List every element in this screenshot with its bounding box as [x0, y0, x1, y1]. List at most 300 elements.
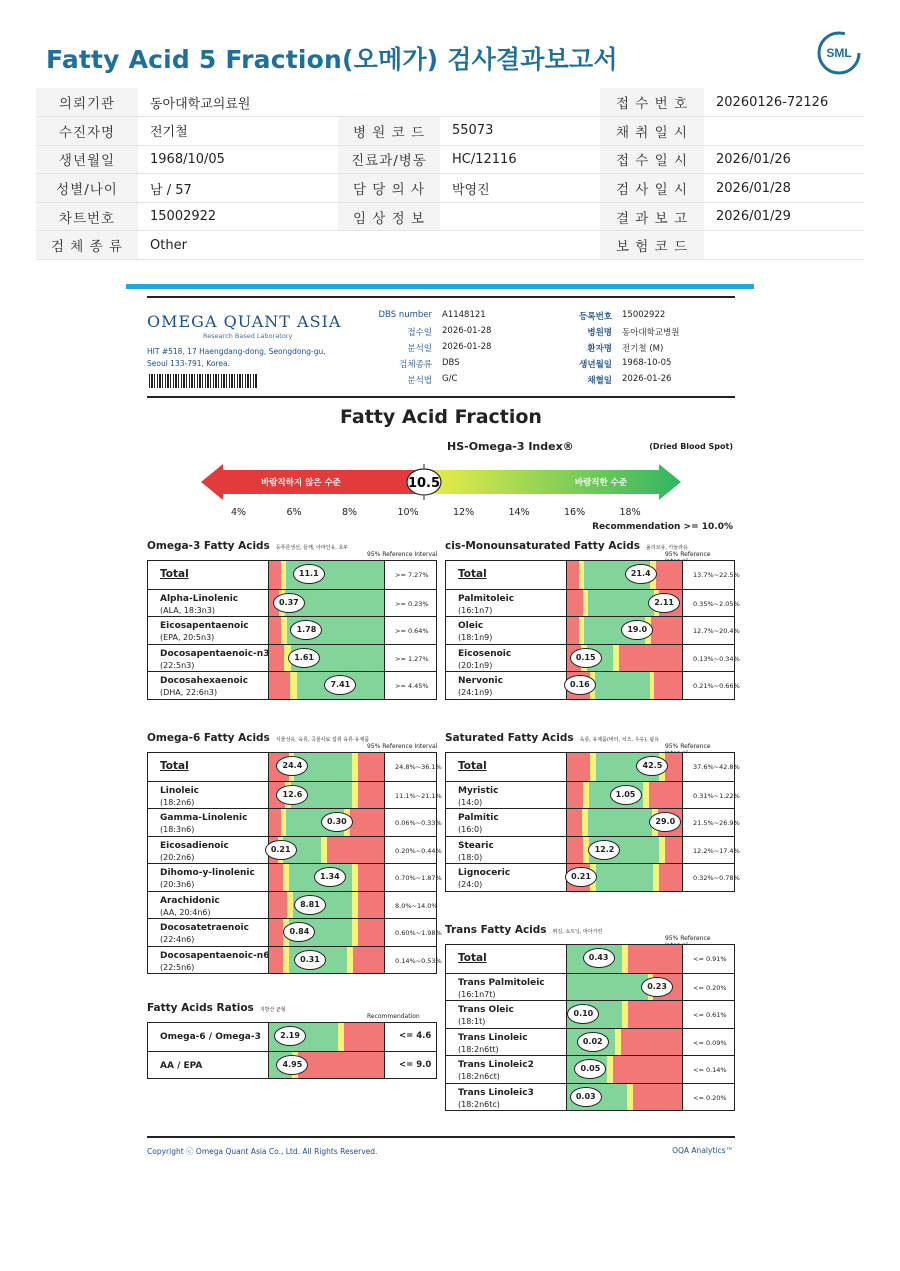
result-row [446, 589, 740, 617]
range-gauge [566, 590, 683, 617]
reference-range: 12.7%~20.4% [693, 627, 740, 635]
lab-subtitle: Research Based Laboratory [203, 332, 293, 340]
tick-label: 6% [286, 507, 302, 518]
analyte-code: (EPA, 20:5n3) [160, 633, 215, 642]
value-marker: 29.0 [649, 812, 681, 832]
gauge-segment-red [298, 1052, 384, 1079]
section-title-text: Trans Fatty Acids [445, 924, 547, 936]
panel-saturated [445, 752, 740, 892]
reference-range: 12.2%~17.4% [693, 846, 740, 855]
info-label: 성별/나이 [36, 174, 138, 203]
reference-range: <= 0.61% [693, 1011, 727, 1019]
gauge-segment-red [344, 1023, 384, 1051]
gauge-segment-red [327, 837, 385, 864]
range-gauge [268, 753, 385, 781]
info-label: 접 수 일 시 [600, 145, 704, 174]
section-title-text: Omega-6 Fatty Acids [147, 732, 270, 744]
value-marker: 0.10 [567, 1004, 599, 1024]
range-gauge [268, 617, 385, 644]
reference-range: <= 0.14% [693, 1066, 727, 1074]
fraction-title: Fatty Acid Fraction [340, 406, 542, 428]
reference-range: <= 4.6 [399, 1031, 432, 1041]
gauge-segment-red [621, 1029, 682, 1056]
value-marker: 0.37 [273, 593, 305, 613]
meta-rule [147, 396, 735, 398]
section-title-omega3 [147, 540, 348, 552]
result-row [148, 561, 436, 589]
value-marker: 0.02 [577, 1032, 609, 1052]
analyte-name: Trans Linoleic2 [458, 1060, 534, 1070]
barcode [149, 374, 257, 388]
index-value: 10.5 [407, 476, 441, 491]
range-gauge [268, 672, 385, 699]
result-row [148, 946, 442, 974]
gauge-segment-red [651, 617, 682, 644]
reference-range: 0.60%~1.98% [395, 929, 442, 937]
value-marker: 0.21 [265, 840, 297, 860]
section-title-omega6 [147, 732, 369, 744]
gauge-segment-red [358, 864, 384, 891]
analyte-label [458, 1087, 534, 1111]
gauge-segment-red [269, 892, 287, 919]
panel-monounsat [445, 560, 740, 700]
address-line-2: Seoul 133-791, Korea. [147, 359, 230, 368]
range-gauge [566, 782, 683, 809]
result-row [446, 561, 740, 589]
meta-value: G/C [442, 374, 458, 384]
value-marker: 1.61 [288, 648, 320, 668]
result-row [446, 753, 740, 781]
analyte-name: Total [458, 760, 487, 772]
good-level-label: 바람직한 수준 [574, 478, 628, 488]
panel-trans [445, 944, 735, 1111]
reference-range: >= 4.45% [395, 682, 429, 690]
gauge-segment-red [619, 645, 682, 672]
info-label: 차트번호 [36, 202, 138, 231]
analyte-name: Omega-6 / Omega-3 [160, 1032, 261, 1042]
logo-text: SML [826, 46, 852, 60]
bad-level-label: 바람직하지 않은 수준 [261, 478, 341, 488]
brand-mark: OQA Analytics™ [672, 1146, 733, 1155]
panel-omega3 [147, 560, 437, 700]
info-value: 20260126-72126 [704, 88, 864, 117]
reference-range: 0.31%~1.22% [693, 791, 740, 800]
range-gauge [566, 1084, 683, 1111]
analyte-name: Dihomo-y-linolenic [160, 868, 255, 878]
analyte-code: (22:5n3) [160, 660, 195, 670]
gauge-segment-yellow [281, 617, 288, 644]
analyte-name: Docosatetraenoic [160, 923, 249, 933]
reference-range: 13.7%~22.5% [693, 571, 740, 579]
tick-label: 4% [231, 507, 247, 518]
tick-label: 10% [397, 507, 419, 518]
tick-label: 14% [508, 507, 530, 518]
range-gauge [268, 1023, 385, 1051]
range-gauge [566, 561, 683, 589]
analyte-name: Trans Linoleic [458, 1032, 528, 1043]
meta-value: 동아대학교병원 [622, 328, 680, 338]
info-label: 진료과/병동 [338, 145, 440, 174]
section-note: 육류, 유제품(버터, 치즈, 우유), 팜유 [579, 737, 660, 743]
meta-key: 환자명 [587, 344, 612, 354]
result-row [148, 891, 436, 919]
analyte-code: (16:1n7) [458, 605, 493, 615]
result-row [148, 918, 442, 946]
gauge-segment-red [613, 1056, 682, 1083]
analyte-name: Trans Linoleic3 [458, 1087, 534, 1098]
analyte-label [160, 812, 247, 836]
analyte-label [160, 950, 269, 974]
value-marker: 19.0 [621, 620, 653, 640]
value-marker: 0.43 [583, 948, 615, 968]
analyte-code: (18:1n9) [458, 633, 493, 642]
analyte-name: Linoleic [160, 785, 200, 796]
analyte-label [458, 760, 487, 772]
analyte-code: (22:5n6) [160, 962, 195, 972]
reference-header: Recommendation [367, 1013, 420, 1020]
result-row [148, 781, 442, 809]
range-gauge [566, 672, 683, 699]
analyte-label [458, 952, 487, 964]
reference-header: 95% Reference [665, 551, 711, 558]
meta-key: 검체종류 [399, 360, 432, 370]
section-title-text: Omega-3 Fatty Acids [147, 540, 270, 552]
range-gauge [268, 590, 385, 617]
meta-key: DBS number [378, 310, 432, 320]
reference-range: 0.14%~0.53% [395, 956, 442, 965]
value-marker: 0.05 [574, 1059, 606, 1079]
analyte-name: Palmitic [458, 813, 499, 823]
value-marker: 8.81 [294, 895, 326, 915]
value-marker: 0.23 [641, 977, 673, 997]
result-row [446, 808, 740, 836]
analyte-label [160, 785, 199, 809]
section-title-ratios [147, 1002, 286, 1014]
value-marker: 11.1 [293, 564, 325, 584]
info-label [338, 88, 440, 117]
gauge-segment-red [656, 561, 682, 589]
analyte-name: Alpha-Linolenic [160, 593, 239, 604]
blue-divider [126, 284, 754, 289]
range-gauge [566, 617, 683, 644]
info-value: 15002922 [138, 202, 338, 231]
value-marker: 1.78 [290, 620, 322, 640]
gauge-segment-red [353, 947, 384, 974]
analyte-name: Stearic [458, 840, 494, 851]
info-value: 전기철 [138, 117, 338, 146]
analyte-code: (AA, 20:4n6) [160, 907, 211, 917]
info-label: 임 상 정 보 [338, 202, 440, 231]
analyte-label [160, 1031, 261, 1043]
value-marker: 0.84 [283, 922, 315, 942]
sml-logo [816, 30, 862, 76]
meta-key: 분석법 [407, 376, 432, 386]
analyte-code: (20:1n9) [458, 660, 493, 670]
info-label: 수진자명 [36, 117, 138, 146]
gauge-segment-red [628, 1001, 682, 1028]
gauge-segment-green [588, 809, 652, 836]
result-row [446, 836, 740, 864]
range-gauge [566, 945, 683, 973]
analyte-code: (18:1t) [458, 1017, 486, 1026]
analyte-name: Total [160, 568, 189, 580]
analyte-label [160, 620, 249, 644]
result-row [446, 644, 740, 672]
reference-range: 37.6%~42.8% [693, 763, 740, 771]
analyte-name: Lignoceric [458, 868, 511, 878]
analyte-name: AA / EPA [160, 1060, 203, 1071]
value-marker: 0.21 [565, 867, 597, 887]
reference-range: <= 0.20% [693, 1093, 727, 1102]
section-title-text: cis-Monounsaturated Fatty Acids [445, 540, 641, 552]
gauge-segment-green [567, 974, 648, 1001]
analyte-label [160, 895, 220, 919]
range-gauge [566, 1056, 683, 1083]
gauge-segment-red [269, 809, 281, 836]
range-gauge [268, 837, 385, 864]
reference-range: <= 0.09% [693, 1038, 727, 1047]
analyte-name: Nervonic [458, 676, 503, 686]
analyte-code: (ALA, 18:3n3) [160, 605, 216, 615]
info-value: Other [138, 231, 338, 260]
info-label [338, 231, 440, 260]
analyte-code: (18:0) [458, 852, 483, 862]
analyte-code: (16:0) [458, 825, 483, 834]
gauge-segment-red [358, 919, 384, 946]
result-row [446, 863, 740, 891]
result-row [148, 753, 442, 781]
range-gauge [268, 561, 385, 589]
meta-key: 병원명 [587, 328, 612, 338]
section-note: 지방산 균형 [259, 1007, 286, 1013]
gauge-segment-red [358, 753, 384, 781]
value-marker: 1.34 [314, 867, 346, 887]
section-note: 튀김, 쇼트닝, 마아가린 [552, 929, 603, 935]
range-gauge [268, 1052, 385, 1079]
lab-address [147, 346, 326, 370]
reference-range: 0.70%~1.87% [395, 874, 442, 882]
analyte-code: (16:1n7t) [458, 989, 496, 999]
gauge-segment-red [269, 947, 283, 974]
analyte-code: (20:2n6) [160, 852, 195, 862]
result-row [148, 616, 436, 644]
analyte-name: Total [160, 760, 189, 772]
reference-range: >= 7.27% [395, 571, 429, 579]
analyte-label [458, 1004, 514, 1028]
info-value: 박영진 [440, 174, 600, 203]
footer-rule [147, 1136, 735, 1138]
index-arrow [201, 464, 681, 500]
meta-value: A1148121 [442, 310, 486, 320]
panel-ratios [147, 1022, 437, 1079]
analyte-label [458, 568, 487, 580]
analyte-code: (DHA, 22:6n3) [160, 688, 218, 697]
range-gauge [566, 864, 683, 891]
value-marker: 2.11 [648, 593, 680, 613]
result-row [148, 863, 442, 891]
analyte-name: Eicosadienoic [160, 840, 229, 851]
result-row [446, 671, 740, 699]
gauge-segment-green [595, 672, 650, 699]
info-value [440, 202, 600, 231]
reference-range: 8.0%~14.0% [395, 901, 438, 910]
analyte-code: (22:4n6) [160, 935, 195, 944]
omega-quant-report [147, 296, 740, 1160]
reference-range: 0.21%~0.66% [693, 682, 740, 690]
analyte-label [160, 922, 249, 946]
reference-range: 0.13%~0.34% [693, 654, 740, 663]
result-row [446, 945, 734, 973]
range-gauge [268, 864, 385, 891]
result-row [148, 671, 436, 699]
analyte-label [160, 593, 238, 617]
analyte-label [160, 675, 248, 699]
analyte-name: Docosapentaenoic-n3 [160, 648, 270, 659]
tick-label: 18% [619, 507, 641, 518]
analyte-code: (24:0) [458, 880, 483, 889]
analyte-code: (18:2n6ct) [458, 1072, 500, 1081]
meta-value: 2026-01-28 [442, 326, 492, 336]
value-marker: 0.30 [321, 812, 353, 832]
specimen-label: (Dried Blood Spot) [649, 442, 733, 451]
reference-range: 24.8%~36.1% [395, 763, 442, 771]
section-title-text: Fatty Acids Ratios [147, 1002, 254, 1014]
range-gauge [566, 837, 683, 864]
gauge-segment-red [269, 672, 290, 699]
meta-key: 접수일 [407, 328, 432, 338]
gauge-segment-red [567, 809, 582, 836]
gauge-segment-red [567, 837, 583, 864]
analyte-label [458, 812, 499, 836]
analyte-label [160, 648, 269, 672]
section-title-trans [445, 924, 602, 936]
range-gauge [268, 919, 385, 946]
lab-logo: OMEGA QUANT ASIA [147, 312, 342, 331]
analyte-label [458, 840, 494, 864]
value-marker: 2.19 [274, 1026, 306, 1046]
info-label: 담 당 의 사 [338, 174, 440, 203]
gauge-segment-green [596, 864, 654, 891]
analyte-label [458, 785, 498, 809]
gauge-segment-red [567, 590, 583, 617]
result-row [148, 836, 442, 864]
patient-info-table [36, 88, 864, 260]
panel-omega6 [147, 752, 442, 974]
info-value [440, 231, 600, 260]
value-marker: 0.16 [564, 675, 596, 695]
reference-header: 95% Reference Interval [367, 551, 438, 558]
info-value: 남 / 57 [138, 174, 338, 203]
analyte-name: Palmitoleic [458, 593, 515, 604]
reference-range: 0.32%~0.78% [693, 874, 740, 882]
analyte-code: (24:1n9) [458, 688, 493, 697]
section-title-saturated [445, 732, 659, 744]
gauge-segment-red [567, 561, 579, 589]
result-row [148, 808, 442, 836]
gauge-segment-red [269, 919, 283, 946]
analyte-code: (18:2n6) [160, 797, 195, 807]
result-row [148, 1023, 436, 1051]
info-value: HC/12116 [440, 145, 600, 174]
analyte-name: Oleic [458, 621, 484, 631]
value-marker: 42.5 [636, 756, 668, 776]
meta-value: 15002922 [622, 310, 666, 320]
value-marker: 12.2 [588, 840, 620, 860]
range-gauge [566, 1029, 683, 1056]
gauge-segment-red [633, 1084, 682, 1111]
result-row [148, 1051, 436, 1079]
result-row [446, 616, 740, 644]
info-value: 동아대학교의료원 [138, 88, 338, 117]
result-row [446, 781, 740, 809]
result-row [446, 1028, 734, 1056]
meta-key: 분석일 [407, 344, 432, 354]
range-gauge [268, 782, 385, 809]
value-marker: 12.6 [276, 785, 308, 805]
analyte-label [160, 760, 189, 772]
reference-range: <= 9.0 [399, 1059, 432, 1070]
reference-header: 95% Reference Interval [367, 743, 438, 750]
analyte-label [458, 648, 511, 672]
value-marker: 7.41 [324, 675, 356, 695]
analyte-label [160, 1060, 202, 1072]
analyte-name: Docosapentaenoic-n6 [160, 950, 270, 961]
meta-value: 1968-10-05 [622, 358, 672, 368]
analyte-name: Docosahexaenoic [160, 676, 249, 686]
analyte-name: Eicosapentaenoic [160, 621, 249, 631]
reference-range: 0.35%~2.05% [693, 599, 740, 608]
gauge-segment-red [567, 753, 590, 781]
value-marker: 0.03 [570, 1087, 602, 1107]
info-label: 보 험 코 드 [600, 231, 704, 260]
section-note: 식물성유, 육류, 곡물사료 섭취 육류·유제품 [275, 737, 370, 743]
address-line-1: HIT #518, 17 Haengdang-dong, Seongdong-gu, [147, 347, 326, 356]
analyte-label [458, 867, 510, 891]
meta-value: 2026-01-26 [622, 374, 672, 384]
gauge-segment-red [628, 945, 682, 973]
section-title-monounsat [445, 540, 688, 552]
gauge-segment-red [665, 837, 682, 864]
reference-range: <= 0.20% [693, 983, 727, 992]
meta-key: 등록번호 [579, 312, 612, 322]
info-value: 2026/01/29 [704, 202, 864, 231]
reference-range: >= 0.64% [395, 627, 429, 635]
range-gauge [268, 809, 385, 836]
meta-value: 2026-01-28 [442, 342, 492, 352]
gauge-segment-red [269, 561, 281, 589]
info-value: 2026/01/26 [704, 145, 864, 174]
info-label: 접 수 번 호 [600, 88, 704, 117]
info-label: 결 과 보 고 [600, 202, 704, 231]
meta-key: 채혈일 [587, 376, 612, 386]
info-value [704, 117, 864, 146]
result-row [446, 1083, 734, 1111]
analyte-label [458, 593, 514, 617]
analyte-label [458, 675, 503, 699]
range-gauge [566, 645, 683, 672]
reference-header: 95% Reference [665, 935, 711, 942]
analyte-label [458, 977, 545, 1001]
analyte-name: Eicosenoic [458, 648, 512, 659]
analyte-name: Myristic [458, 785, 499, 796]
reference-range: 21.5%~26.9% [693, 819, 740, 827]
analyte-name: Trans Palmitoleic [458, 977, 545, 988]
tick-label: 8% [342, 507, 358, 518]
analyte-label [160, 840, 229, 864]
result-row [446, 1055, 734, 1083]
gauge-segment-red [350, 809, 385, 836]
analyte-code: (18:3n6) [160, 825, 195, 834]
